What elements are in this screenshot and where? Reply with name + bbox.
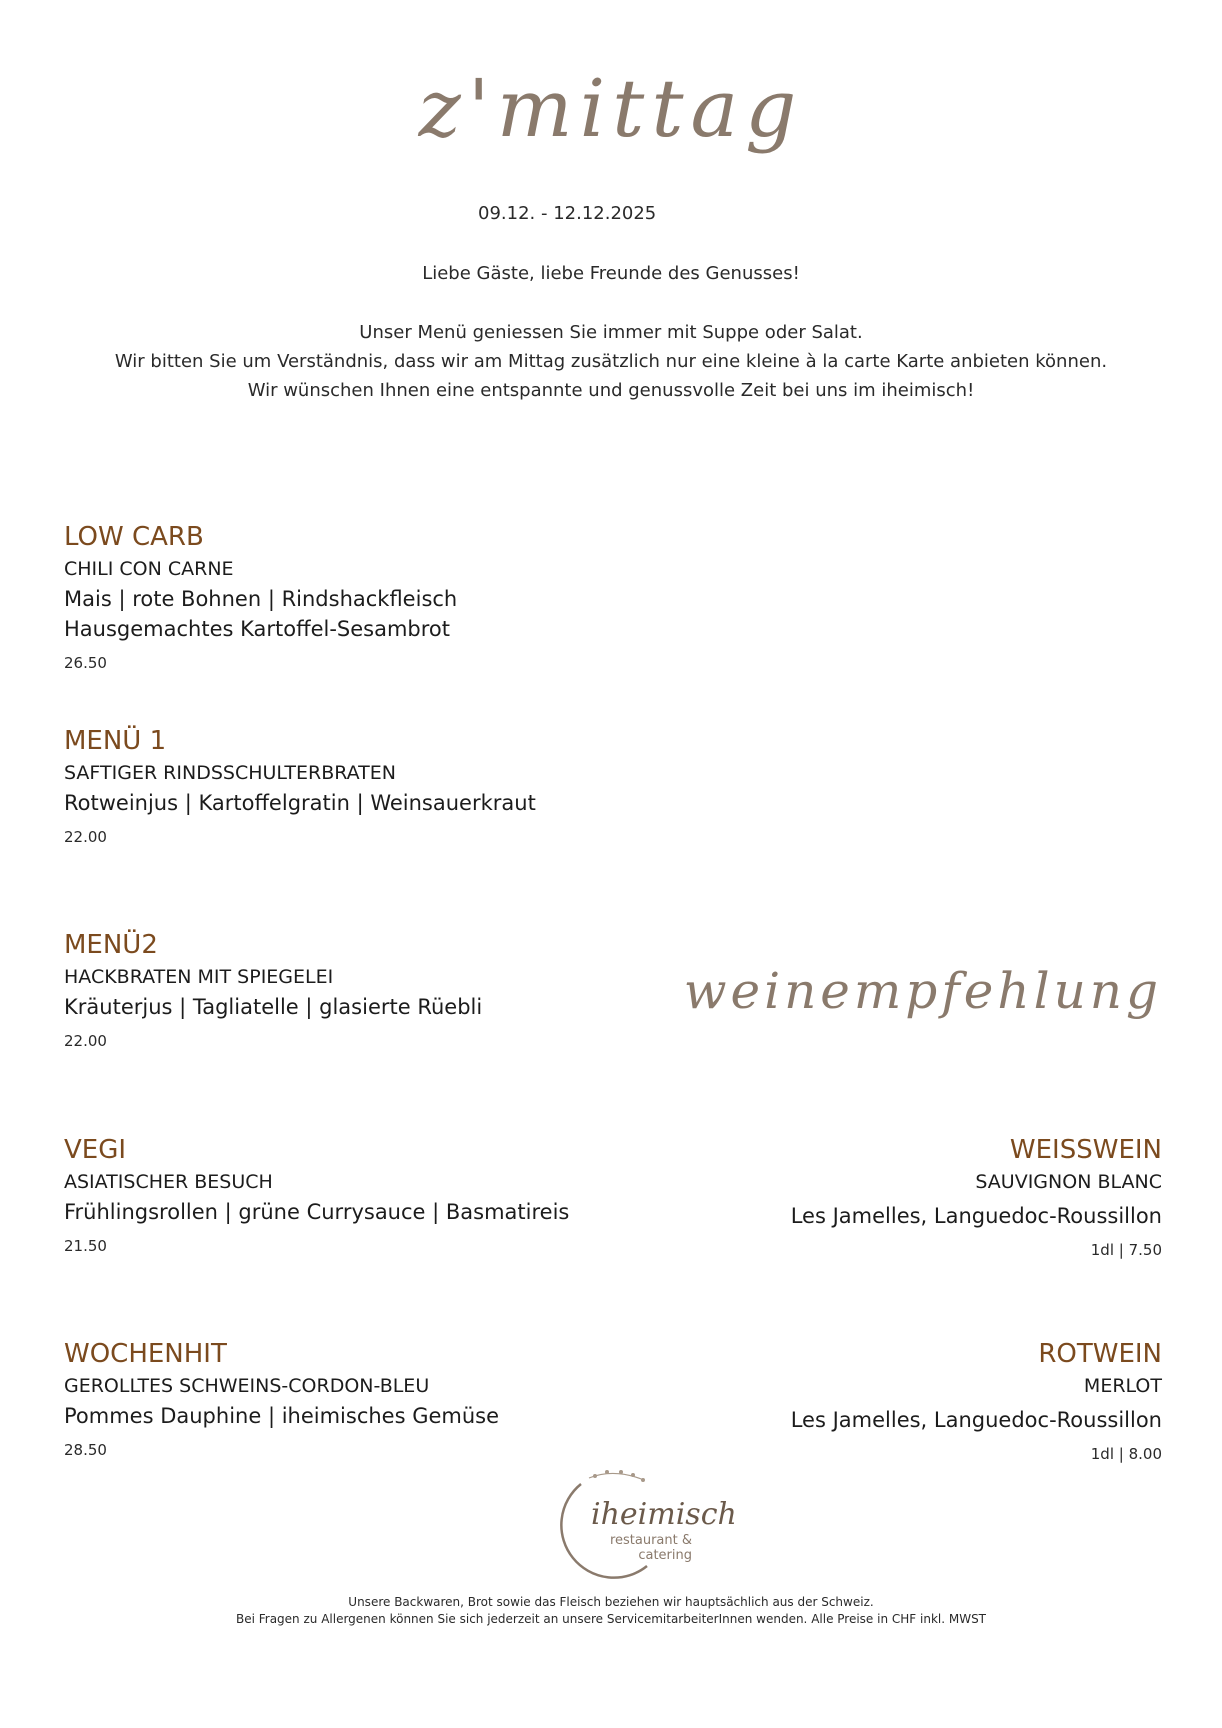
dish-price: 26.50 (64, 654, 107, 672)
menu-section-low-carb (64, 520, 624, 678)
menu-section-wochenhit (64, 1337, 624, 1465)
dish-price: 22.00 (64, 828, 107, 846)
dish-description: Frühlingsrollen | grüne Currysauce | Basmatireis (64, 1200, 570, 1224)
intro-line-1: Unser Menü geniessen Sie immer mit Suppe oder Salat. (359, 322, 863, 343)
footer-line-2: Bei Fragen zu Allergenen können Sie sich jederzeit an unsere ServicemitarbeiterInnen wenden. Alle Preise in CHF inkl. MWST (235, 1612, 987, 1626)
section-title: MENÜ2 (64, 930, 158, 960)
wine-price: 1dl | 7.50 (1090, 1241, 1162, 1259)
dish-description: Pommes Dauphine | iheimisches Gemüse (64, 1404, 500, 1428)
dish-price: 22.00 (64, 1032, 107, 1050)
dish-name: HACKBRATEN MIT SPIEGELEI (64, 966, 334, 988)
logo-sub-2: catering (638, 1548, 692, 1563)
wine-name: MERLOT (1083, 1375, 1162, 1397)
section-title: VEGI (64, 1135, 127, 1165)
dish-price: 21.50 (64, 1237, 107, 1255)
menu-section-menu-2 (64, 928, 624, 1056)
wine-title: WEISSWEIN (1009, 1135, 1162, 1165)
logo-sub-1: restaurant & (609, 1533, 692, 1548)
menu-section-menu-1 (64, 724, 624, 852)
restaurant-logo (529, 1466, 737, 1576)
section-title: WOCHENHIT (64, 1339, 227, 1369)
footer-line-1: Unsere Backwaren, Brot sowie das Fleisch beziehen wir hauptsächlich aus der Schweiz. (348, 1595, 874, 1609)
logo-wreath-icon (529, 1466, 737, 1576)
dish-description: Hausgemachtes Kartoffel-Sesambrot (64, 617, 450, 641)
wine-origin: Les Jamelles, Languedoc-Roussillon (790, 1204, 1162, 1228)
dish-name: GEROLLTES SCHWEINS-CORDON-BLEU (64, 1375, 430, 1397)
wine-heading: weinempfehlung (683, 962, 1162, 1020)
dish-price: 28.50 (64, 1441, 107, 1459)
wine-title: ROTWEIN (1038, 1339, 1162, 1369)
date-range: 09.12. - 12.12.2025 (478, 203, 657, 224)
wine-origin: Les Jamelles, Languedoc-Roussillon (790, 1408, 1162, 1432)
intro-greeting: Liebe Gäste, liebe Freunde des Genusses! (422, 263, 800, 284)
dish-name: SAFTIGER RINDSSCHULTERBRATEN (64, 762, 397, 784)
dish-description: Mais | rote Bohnen | Rindshackfleisch (64, 587, 458, 611)
intro-line-2: Wir bitten Sie um Verständnis, dass wir am Mittag zusätzlich nur eine kleine à la carte Karte anbieten können. (114, 351, 1108, 372)
dish-description: Rotweinjus | Kartoffelgratin | Weinsauerkraut (64, 791, 536, 815)
wine-white (602, 1133, 1162, 1265)
dish-name: ASIATISCHER BESUCH (64, 1171, 273, 1193)
wine-red (602, 1337, 1162, 1469)
wine-price: 1dl | 8.00 (1090, 1445, 1162, 1463)
wine-name: SAUVIGNON BLANC (975, 1171, 1162, 1193)
section-title: LOW CARB (64, 522, 204, 552)
section-title: MENÜ 1 (64, 726, 167, 756)
logo-name: iheimisch (591, 1497, 737, 1532)
page-title: z'mittag (418, 62, 804, 155)
dish-name: CHILI CON CARNE (64, 558, 234, 580)
dish-description: Kräuterjus | Tagliatelle | glasierte Rüebli (64, 995, 483, 1019)
intro-line-3: Wir wünschen Ihnen eine entspannte und genussvolle Zeit bei uns im iheimisch! (247, 380, 975, 401)
menu-section-vegi (64, 1133, 624, 1261)
